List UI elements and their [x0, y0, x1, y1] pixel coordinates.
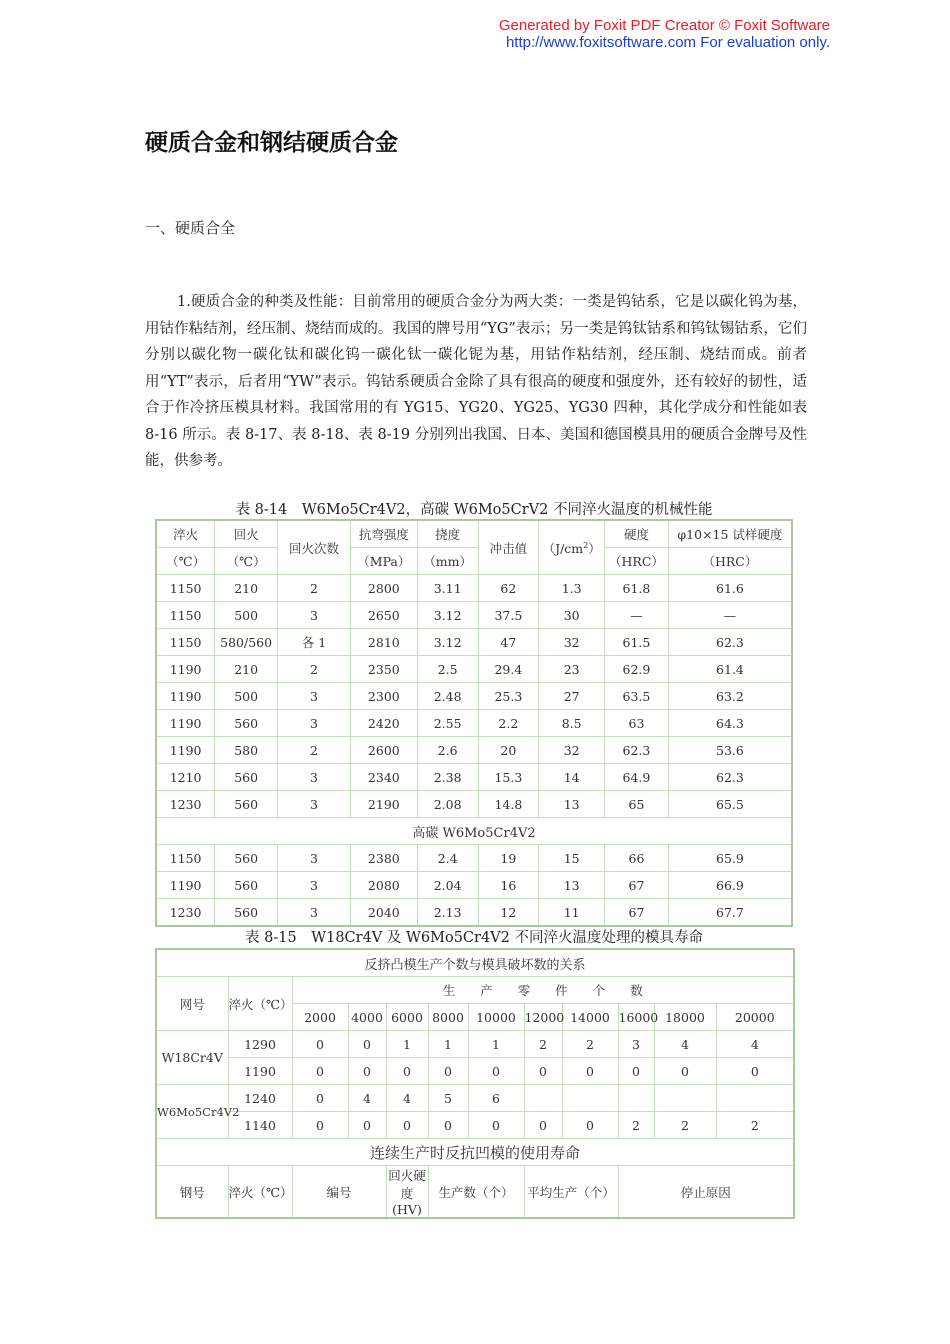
table-cell: [716, 1085, 794, 1112]
table-cell: [562, 1085, 618, 1112]
steel-grade-label: W6Mo5Cr4V2: [156, 1085, 228, 1139]
header-impact: 冲击值: [478, 520, 539, 575]
count-header: 16000: [618, 1004, 654, 1031]
table-cell: 1150: [156, 845, 215, 872]
table-cell: 2300: [350, 683, 417, 710]
table-cell: 66: [605, 845, 669, 872]
table-row: [156, 710, 792, 737]
table-row: [156, 791, 792, 818]
bottom-header: 编号: [292, 1166, 386, 1219]
table-cell: 2380: [350, 845, 417, 872]
section-heading: 一、硬质合全: [145, 219, 236, 237]
bottom-header: 钢号: [156, 1166, 228, 1219]
table-cell: 4: [716, 1031, 794, 1058]
table-cell: 2.6: [417, 737, 478, 764]
table-cell: —: [605, 602, 669, 629]
table-cell: 1: [386, 1031, 428, 1058]
header-deflection-unit: （mm）: [417, 548, 478, 575]
quench-temp-cell: 1290: [228, 1031, 292, 1058]
table-cell: 20: [478, 737, 539, 764]
table-cell: 12: [478, 899, 539, 927]
table-cell: 14.8: [478, 791, 539, 818]
header-production-count: 生 产 零 件 个 数: [292, 977, 794, 1004]
table-cell: 2: [278, 575, 351, 602]
table2-section1-title: 反挤凸模生产个数与模具破坏数的关系: [156, 949, 794, 977]
table-cell: 0: [562, 1112, 618, 1139]
table-cell: 3: [278, 710, 351, 737]
table-cell: 62.9: [605, 656, 669, 683]
table-cell: 1150: [156, 629, 215, 656]
table-cell: 1.3: [539, 575, 605, 602]
header-hardness: 硬度: [605, 520, 669, 548]
table-cell: 2.48: [417, 683, 478, 710]
table-cell: 2: [654, 1112, 716, 1139]
impact-unit-sup: 2: [583, 540, 589, 550]
table-cell: 6: [468, 1085, 524, 1112]
table-cell: 67.7: [668, 899, 792, 927]
table-cell: 13: [539, 791, 605, 818]
table-cell: [618, 1085, 654, 1112]
table-cell: 2.13: [417, 899, 478, 927]
table-cell: 2.2: [478, 710, 539, 737]
table-cell: 210: [215, 656, 278, 683]
header-temper: 回火: [215, 520, 278, 548]
header-bending: 抗弯强度: [350, 520, 417, 548]
table-cell: 66.9: [668, 872, 792, 899]
table-cell: [524, 1085, 562, 1112]
table-cell: 2.04: [417, 872, 478, 899]
table-cell: 37.5: [478, 602, 539, 629]
table-cell: 0: [654, 1058, 716, 1085]
table-row: [156, 629, 792, 656]
table-cell: 0: [524, 1112, 562, 1139]
table-cell: 0: [348, 1058, 386, 1085]
table-cell: 2.5: [417, 656, 478, 683]
table-row: [156, 899, 792, 927]
table-cell: 1150: [156, 602, 215, 629]
count-header: 2000: [292, 1004, 348, 1031]
table-cell: 47: [478, 629, 539, 656]
table-cell: 3: [278, 845, 351, 872]
header-bending-unit: （MPa）: [350, 548, 417, 575]
table-cell: 1190: [156, 872, 215, 899]
header-deflection: 挠度: [417, 520, 478, 548]
table-cell: 2600: [350, 737, 417, 764]
count-header: 12000: [524, 1004, 562, 1031]
table-cell: 各 1: [278, 629, 351, 656]
table-cell: 64.3: [668, 710, 792, 737]
table-row: [156, 602, 792, 629]
table-cell: 0: [524, 1058, 562, 1085]
table-cell: 3: [278, 602, 351, 629]
table-cell: 27: [539, 683, 605, 710]
table-cell: 67: [605, 899, 669, 927]
table-cell: 2420: [350, 710, 417, 737]
watermark-line-2[interactable]: http://www.foxitsoftware.com For evaluation only.: [505, 34, 830, 51]
table-cell: 2.38: [417, 764, 478, 791]
table-row: [156, 683, 792, 710]
table-cell: 1230: [156, 791, 215, 818]
table-cell: 4: [386, 1085, 428, 1112]
header-quench-temp: 淬火（℃）: [228, 977, 292, 1031]
table-cell: 0: [292, 1112, 348, 1139]
table-cell: 560: [215, 710, 278, 737]
table-cell: 2: [562, 1031, 618, 1058]
table-cell: 67: [605, 872, 669, 899]
bottom-header: 淬火（℃）: [228, 1166, 292, 1219]
header-sample-hardness: φ10×15 试样硬度: [668, 520, 792, 548]
quench-temp-cell: 1240: [228, 1085, 292, 1112]
header-quench-unit: （℃）: [156, 548, 215, 575]
table-cell: 30: [539, 602, 605, 629]
table-cell: 0: [428, 1058, 468, 1085]
table-cell: 0: [292, 1085, 348, 1112]
table-cell: 1: [468, 1031, 524, 1058]
table-cell: 65.5: [668, 791, 792, 818]
table-cell: 2650: [350, 602, 417, 629]
table-cell: 0: [292, 1031, 348, 1058]
table-cell: 2190: [350, 791, 417, 818]
watermark-line-1: Generated by Foxit PDF Creator © Foxit Software: [498, 17, 830, 34]
table-cell: 1190: [156, 683, 215, 710]
table-cell: 29.4: [478, 656, 539, 683]
table-cell: 62.3: [605, 737, 669, 764]
document-title: 硬质合金和钢结硬质合金: [145, 129, 398, 156]
table-cell: 0: [468, 1112, 524, 1139]
table-cell: 2040: [350, 899, 417, 927]
table-cell: 61.4: [668, 656, 792, 683]
table-cell: 560: [215, 872, 278, 899]
body-paragraph: 1.硬质合金的种类及性能：目前常用的硬质合金分为两大类：一类是钨钴系，它是以碳化钨为基，用钴作粘结剂，经压制、烧结而成的。我国的牌号用“YG”表示；另一类是钨钛钴系和钨钛锡钴系，它们分别以碳化物一碳化钛和碳化钨一碳化钛一碳化铌为基，用钴作粘结剂，经压制、烧结而成。前者用“YT”表示，后者用“YW”表示。钨钴系硬质合金除了具有很高的硬度和强度外，还有较好的韧性，适合于作冷挤压模具材料。我国常用的有 YG15、YG20、YG25、YG30 四种，其化学成分和性能如表 8-16 所示。表 8-17、表 8-18、表 8-19 分别列出我国、日本、美国和德国模具用的硬质合金牌号及性能，供参考。: [145, 294, 807, 469]
table-cell: 4: [348, 1085, 386, 1112]
table-cell: 25.3: [478, 683, 539, 710]
table-cell: 0: [618, 1058, 654, 1085]
table-cell: 0: [468, 1058, 524, 1085]
table-cell: 0: [562, 1058, 618, 1085]
header-hardness-unit: （HRC）: [605, 548, 669, 575]
table-cell: 1190: [156, 656, 215, 683]
table-row: [156, 1085, 794, 1112]
table-cell: 580/560: [215, 629, 278, 656]
table-cell: 3: [278, 899, 351, 927]
table-cell: 0: [348, 1031, 386, 1058]
impact-unit-post: ）: [588, 540, 601, 556]
table-cell: 3: [278, 683, 351, 710]
table-cell: 1150: [156, 575, 215, 602]
table-cell: 1210: [156, 764, 215, 791]
table-cell: 2: [716, 1112, 794, 1139]
table-cell: 0: [292, 1058, 348, 1085]
table-row: [156, 737, 792, 764]
table-cell: 61.6: [668, 575, 792, 602]
table-cell: 5: [428, 1085, 468, 1112]
table-cell: 16: [478, 872, 539, 899]
table-cell: 2: [618, 1112, 654, 1139]
table-cell: 65.9: [668, 845, 792, 872]
table-row: [156, 1112, 794, 1139]
table-cell: 560: [215, 845, 278, 872]
quench-temp-cell: 1190: [228, 1058, 292, 1085]
table-cell: 500: [215, 602, 278, 629]
bottom-header: 生产数（个）: [428, 1166, 524, 1219]
table-cell: 62: [478, 575, 539, 602]
count-header: 4000: [348, 1004, 386, 1031]
count-header: 8000: [428, 1004, 468, 1031]
table-cell: 3.11: [417, 575, 478, 602]
count-header: 20000: [716, 1004, 794, 1031]
table-cell: 3: [278, 764, 351, 791]
table-cell: 62.3: [668, 629, 792, 656]
table-cell: 2: [278, 656, 351, 683]
bottom-header: 停止原因: [618, 1166, 794, 1219]
table-cell: 0: [716, 1058, 794, 1085]
table-cell: 1230: [156, 899, 215, 927]
table-cell: 2: [524, 1031, 562, 1058]
table-cell: 580: [215, 737, 278, 764]
header-temper-times: 回火次数: [278, 520, 351, 575]
table-cell: 62.3: [668, 764, 792, 791]
table-cell: 3: [278, 791, 351, 818]
table-cell: 13: [539, 872, 605, 899]
header-impact-unit: [539, 520, 605, 575]
table-cell: 14: [539, 764, 605, 791]
table-row: [156, 872, 792, 899]
table-cell: —: [668, 602, 792, 629]
impact-unit-pre: （J/cm: [542, 540, 584, 556]
table-cell: 3: [278, 872, 351, 899]
table-cell: 560: [215, 899, 278, 927]
table-cell: 2340: [350, 764, 417, 791]
table-cell: 2.08: [417, 791, 478, 818]
table-row: [156, 845, 792, 872]
table2-section2-title: 连续生产时反抗凹模的使用寿命: [156, 1139, 794, 1166]
table-cell: 64.9: [605, 764, 669, 791]
table-cell: 560: [215, 791, 278, 818]
table-cell: 63.2: [668, 683, 792, 710]
bottom-header: 平均生产（个）: [524, 1166, 618, 1219]
table-cell: 32: [539, 737, 605, 764]
table-cell: 2: [278, 737, 351, 764]
mechanical-properties-table: [155, 519, 793, 927]
table-cell: 2810: [350, 629, 417, 656]
table-cell: 23: [539, 656, 605, 683]
table-cell: 500: [215, 683, 278, 710]
table1-subheader: 高碳 W6Mo5Cr4V2: [156, 818, 792, 845]
count-header: 14000: [562, 1004, 618, 1031]
header-temper-unit: （℃）: [215, 548, 278, 575]
table-cell: 0: [386, 1058, 428, 1085]
count-header: 6000: [386, 1004, 428, 1031]
table-cell: 0: [428, 1112, 468, 1139]
table-cell: 53.6: [668, 737, 792, 764]
table-cell: 1: [428, 1031, 468, 1058]
table-cell: 11: [539, 899, 605, 927]
table2-caption: 表 8-15 W18Cr4V 及 W6Mo5Cr4V2 不同淬火温度处理的模具寿命: [245, 930, 703, 946]
count-header: 10000: [468, 1004, 524, 1031]
table-cell: 61.8: [605, 575, 669, 602]
table-cell: 32: [539, 629, 605, 656]
table-cell: 4: [654, 1031, 716, 1058]
table-cell: 3.12: [417, 629, 478, 656]
table-cell: 1190: [156, 710, 215, 737]
table-cell: 2.4: [417, 845, 478, 872]
header-grade: 网号: [156, 977, 228, 1031]
table-cell: 15.3: [478, 764, 539, 791]
bottom-header: 回火硬度(HV): [386, 1166, 428, 1219]
table-cell: 0: [386, 1112, 428, 1139]
steel-grade-label: W18Cr4V: [156, 1031, 228, 1085]
table-cell: 2.55: [417, 710, 478, 737]
table-cell: 3.12: [417, 602, 478, 629]
table-cell: [654, 1085, 716, 1112]
table-row: [156, 1058, 794, 1085]
table-cell: 19: [478, 845, 539, 872]
table-cell: 0: [348, 1112, 386, 1139]
count-header: 18000: [654, 1004, 716, 1031]
table-cell: 210: [215, 575, 278, 602]
table-cell: 8.5: [539, 710, 605, 737]
header-sample-hardness-unit: （HRC）: [668, 548, 792, 575]
table-row: [156, 764, 792, 791]
table-cell: 3: [618, 1031, 654, 1058]
quench-temp-cell: 1140: [228, 1112, 292, 1139]
table-cell: 65: [605, 791, 669, 818]
table-row: [156, 1031, 794, 1058]
table-cell: 2080: [350, 872, 417, 899]
table-cell: 15: [539, 845, 605, 872]
header-quench: 淬火: [156, 520, 215, 548]
table-cell: 63: [605, 710, 669, 737]
table1-caption: 表 8-14 W6Mo5Cr4V2，高碳 W6Mo5CrV2 不同淬火温度的机械性能: [235, 502, 713, 518]
table-cell: 63.5: [605, 683, 669, 710]
die-life-table: [155, 948, 795, 1219]
table-cell: 1190: [156, 737, 215, 764]
table-cell: 2800: [350, 575, 417, 602]
table-cell: 560: [215, 764, 278, 791]
table-row: [156, 656, 792, 683]
table-row: [156, 575, 792, 602]
table-cell: 2350: [350, 656, 417, 683]
table-cell: 61.5: [605, 629, 669, 656]
